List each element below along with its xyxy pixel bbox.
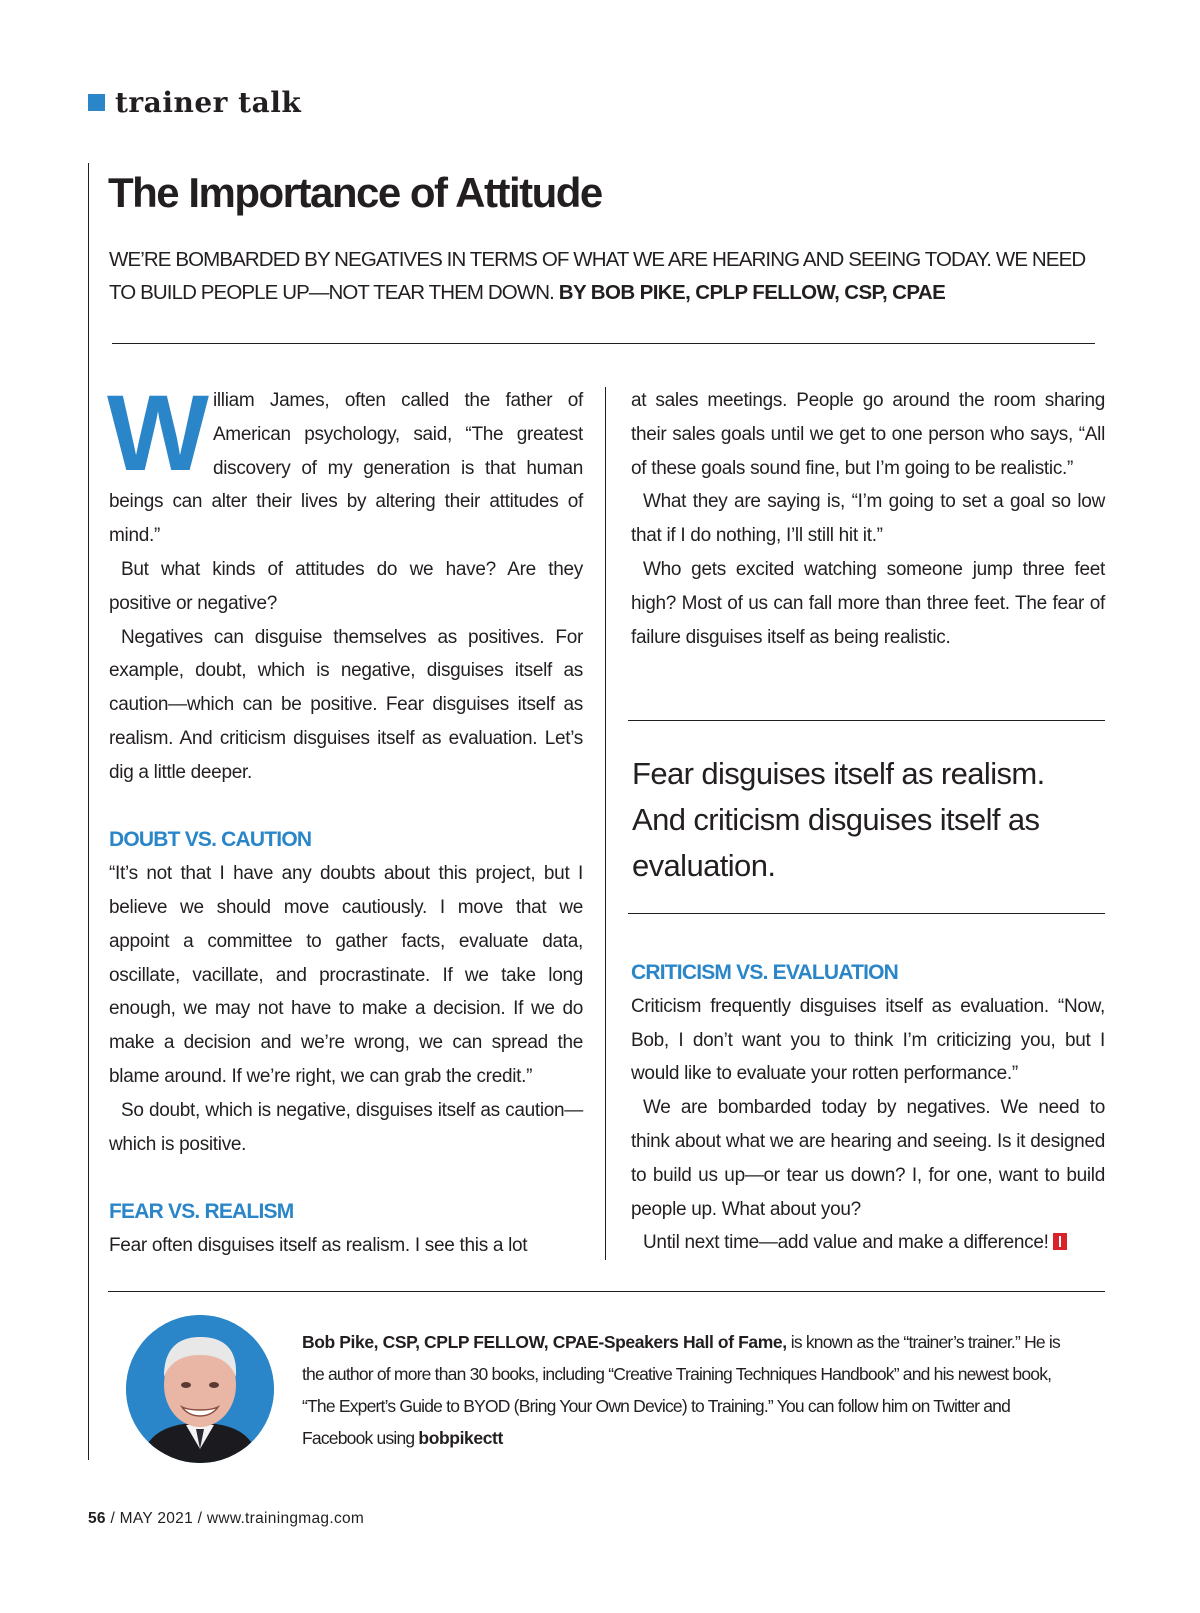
- bio-text: is known as the “trainer’s trainer.” He is the author of more than 30 books, including “Creative Training Techniques Handbook” and his newest book, “The Expert’s Guide to BYOD (Bring Your Own Device) to Training.” You can follow him on Twitter and Facebook using: [302, 1332, 1060, 1448]
- deck-text: WE’RE BOMBARDED BY NEGATIVES IN TERMS OF WHAT WE ARE HEARING AND SEEING TODAY. WE NEED TO BUILD PEOPLE UP—NOT TEAR THEM DOWN.: [109, 248, 1086, 304]
- intro-paragraph: [107, 372, 583, 553]
- body-paragraph: “It’s not that I have any doubts about this project, but I believe we should move cautiously. I move that we appoint a committee to gather facts, evaluate data, oscillate, vacillate, and procrastinate. If we take long enough, we may not have to make a decision. If we do make a decision and we’re wrong, we can spread the blame around. If we’re right, we can grab the credit.”: [109, 863, 583, 1087]
- left-column: [107, 372, 583, 1263]
- body-paragraph: We are bombarded today by negatives. We need to think about what we are hearing and seeing. Is it designed to build us up—or tear us down? I, for one, want to build people up. What about you?: [631, 1097, 1105, 1220]
- spacer: [109, 1161, 583, 1195]
- column-divider: [605, 387, 606, 1260]
- body-paragraph: Who gets excited watching someone jump three feet high? Most of us can fall more than three feet. The fear of failure disguises itself as being realistic.: [631, 558, 1105, 648]
- body-paragraph: But what kinds of attitudes do we have? Are they positive or negative?: [109, 558, 583, 614]
- footer-issue: / MAY 2021 / www.trainingmag.com: [105, 1510, 365, 1527]
- header-divider: [112, 343, 1095, 344]
- left-vertical-rule: [88, 163, 89, 1460]
- section-square-icon: [88, 94, 105, 111]
- drop-cap: W: [107, 372, 205, 493]
- section-label: trainer talk: [115, 86, 302, 119]
- body-paragraph: What they are saying is, “I’m going to set a goal so low that if I do nothing, I’ll still hit it.”: [631, 491, 1105, 547]
- body-paragraph: Negatives can disguise themselves as positives. For example, doubt, which is negative, disguises itself as caution—which can be positive. Fear disguises itself as realism. And criticism disguises itself as evaluation. Let’s dig a little deeper.: [109, 626, 583, 783]
- page-number: 56: [88, 1510, 106, 1527]
- closing-text: Until next time—add value and make a difference!: [643, 1232, 1049, 1254]
- page-footer: [88, 1510, 364, 1528]
- body-paragraph: at sales meetings. People go around the room sharing their sales goals until we get to one person who says, “All of these goals sound fine, but I’m going to be realistic.”: [631, 390, 1105, 479]
- author-photo: [126, 1315, 274, 1463]
- bio-divider: [108, 1291, 1105, 1292]
- subhead-criticism-evaluation: CRITICISM VS. EVALUATION: [631, 961, 899, 984]
- byline: BY BOB PIKE, CPLP FELLOW, CSP, CPAE: [558, 281, 946, 304]
- pull-quote-rule-bottom: [628, 913, 1105, 914]
- article-deck: [109, 243, 1099, 309]
- section-tag: [88, 86, 301, 119]
- body-paragraph: So doubt, which is negative, disguises itself as caution—which is positive.: [109, 1099, 583, 1155]
- bio-name: Bob Pike, CSP, CPLP FELLOW, CPAE-Speakers Hall of Fame,: [302, 1332, 787, 1352]
- pull-quote-rule-top: [628, 720, 1105, 721]
- intro-text: illiam James, often called the father of American psychology, said, “The greatest discovery of my generation is that human beings can alter their lives by altering their attitudes of mind.”: [109, 390, 583, 547]
- end-mark-icon: [1053, 1233, 1067, 1250]
- body-paragraph: Fear often disguises itself as realism. I see this a lot: [109, 1234, 528, 1256]
- pull-quote: Fear disguises itself as realism. And criticism disguises itself as evaluation.: [632, 756, 1045, 883]
- right-column-bottom: [631, 956, 1105, 1260]
- body-paragraph: Criticism frequently disguises itself as evaluation. “Now, Bob, I don’t want you to think I’m criticizing you, but I would like to evaluate your rotten performance.”: [631, 995, 1105, 1085]
- subhead-doubt-caution: DOUBT VS. CAUTION: [109, 828, 312, 852]
- author-bio: [302, 1326, 1082, 1454]
- right-column-top: [631, 384, 1105, 654]
- author-avatar: [126, 1315, 274, 1463]
- bio-handle: bobpikectt: [418, 1428, 503, 1448]
- closing-paragraph: [631, 1226, 1105, 1260]
- article-title: The Importance of Attitude: [108, 169, 602, 216]
- subhead-fear-realism: FEAR VS. REALISM: [109, 1200, 294, 1224]
- spacer: [109, 790, 583, 824]
